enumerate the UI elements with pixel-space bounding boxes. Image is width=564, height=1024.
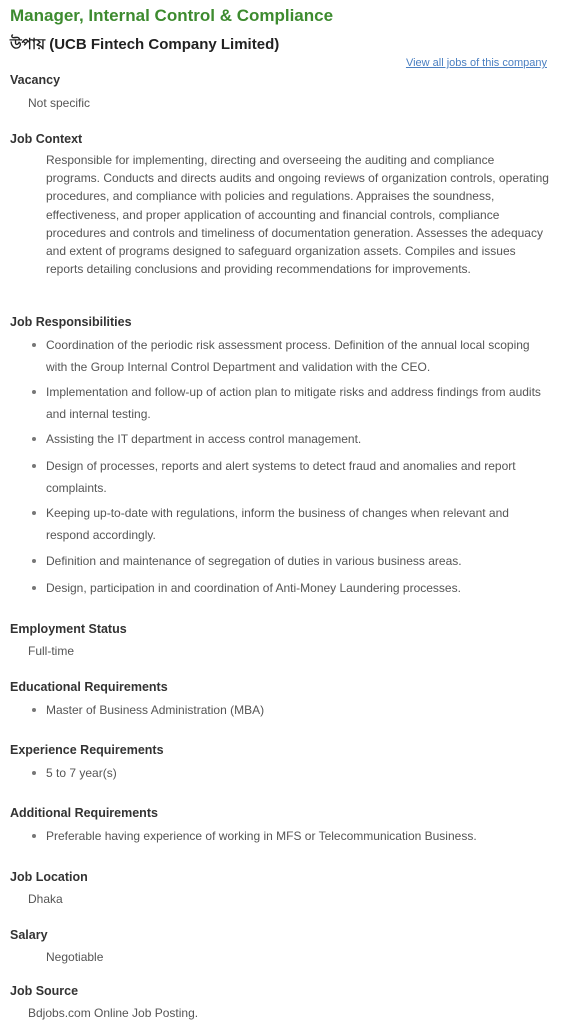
- job-context-text: Responsible for implementing, directing and overseeing the auditing and compliance programs. Conducts and directs audits and ongoing reviews of organization controls, operating procedures, and compliance with policies and regulations. Appraises the soundness, effectiveness, and proper application of accounting and financial controls, compliance procedures and controls and timeliness of documentation generation. Assesses the adequacy and extent of programs designed to safeguard organization assets. Compiles and issues reports detailing conclusions and providing recommendations for improvements.: [46, 153, 549, 277]
- list-item: 5 to 7 year(s): [46, 762, 554, 784]
- job-location-value: Dhaka: [28, 892, 63, 906]
- job-location-heading: Job Location: [10, 870, 88, 884]
- job-source-heading: Job Source: [10, 984, 79, 998]
- job-title: Manager, Internal Control & Compliance: [10, 6, 334, 25]
- view-all-jobs-link[interactable]: View all jobs of this company: [405, 57, 547, 69]
- additional-requirements-list: [46, 825, 554, 847]
- employment-status-heading: Employment Status: [10, 622, 127, 636]
- list-item: Definition and maintenance of segregation of duties in various business areas.: [46, 550, 554, 572]
- vacancy-heading: Vacancy: [10, 73, 61, 87]
- additional-requirements-heading: Additional Requirements: [10, 806, 158, 820]
- list-item: Assisting the IT department in access control management.: [46, 428, 554, 450]
- employment-status-value: Full-time: [28, 644, 75, 658]
- list-item: Preferable having experience of working in MFS or Telecommunication Business.: [46, 825, 554, 847]
- list-item: Keeping up-to-date with regulations, inform the business of changes when relevant and respond accordingly.: [46, 502, 554, 546]
- experience-requirements-list: [46, 762, 554, 784]
- company-name: উপায় (UCB Fintech Company Limited): [10, 36, 280, 53]
- list-item: Coordination of the periodic risk assessment process. Definition of the annual local scoping with the Group Internal Control Department and validation with the CEO.: [46, 334, 554, 378]
- vacancy-value: Not specific: [28, 96, 91, 110]
- job-source-value: Bdjobs.com Online Job Posting.: [28, 1006, 199, 1020]
- job-responsibilities-heading: Job Responsibilities: [10, 315, 132, 329]
- salary-value: Negotiable: [46, 950, 104, 964]
- list-item: Master of Business Administration (MBA): [46, 699, 554, 721]
- job-context-heading: Job Context: [10, 132, 83, 146]
- experience-requirements-heading: Experience Requirements: [10, 743, 164, 757]
- list-item: Implementation and follow-up of action plan to mitigate risks and address findings from audits and internal testing.: [46, 381, 554, 425]
- salary-heading: Salary: [10, 928, 48, 942]
- list-item: Design of processes, reports and alert systems to detect fraud and anomalies and report complaints.: [46, 455, 554, 499]
- educational-requirements-list: [46, 699, 554, 721]
- educational-requirements-heading: Educational Requirements: [10, 680, 168, 694]
- list-item: Design, participation in and coordination of Anti-Money Laundering processes.: [46, 577, 554, 599]
